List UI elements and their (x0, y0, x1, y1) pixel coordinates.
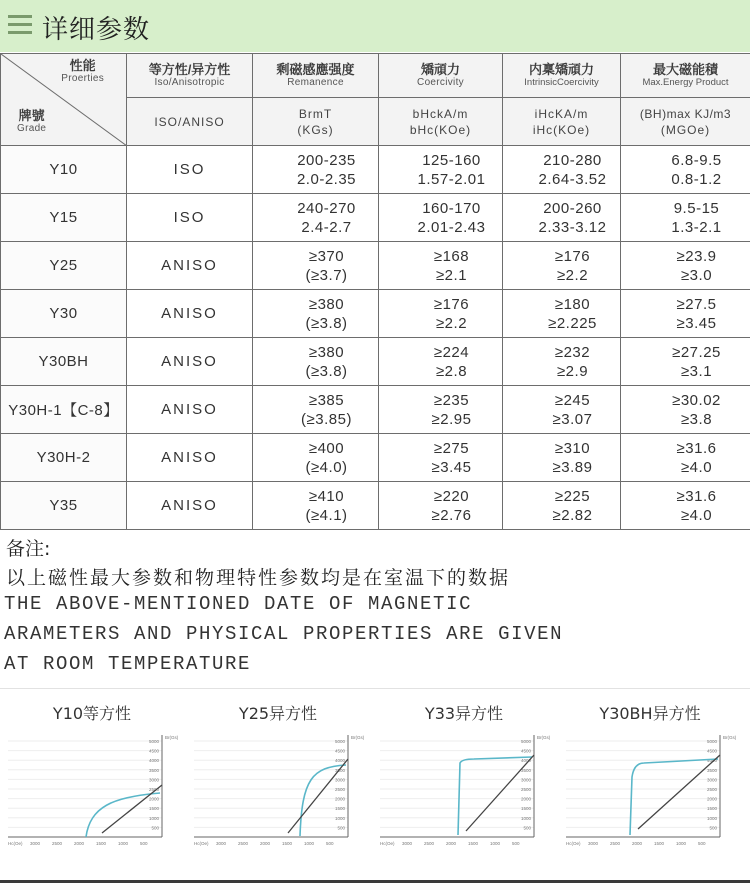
unit-line: (BH)max KJ/m3 (639, 106, 732, 121)
y-tick-label: 1500 (334, 806, 345, 812)
br-value-cell (253, 482, 379, 530)
curve-panel (374, 689, 554, 881)
bh-value-line: ≥30.02 (672, 391, 721, 409)
curve-panel (560, 689, 740, 881)
y-tick-label: 1500 (706, 806, 717, 812)
bhc-value-line: ≥2.8 (435, 362, 468, 380)
ihc-value-line: ≥232 (554, 343, 591, 361)
col-header-en: Remanence (287, 77, 344, 88)
table-row (1, 338, 750, 386)
br-value-line: 200-235 (297, 151, 356, 169)
bhc-value-cell (379, 194, 503, 242)
br-value-line: ≥370 (308, 247, 345, 265)
br-value-cell (253, 194, 379, 242)
table-row (1, 242, 750, 290)
notes-line-en-3: AT ROOM TEMPERATURE (4, 653, 252, 675)
y-tick-label: 500 (523, 825, 531, 831)
br-value-line: ≥400 (308, 439, 345, 457)
y-tick-label: 3000 (520, 777, 531, 783)
curve-title: Y10等方性 (52, 704, 132, 723)
ihc-value-line: ≥225 (554, 487, 591, 505)
bh-value-line: ≥27.5 (676, 295, 717, 313)
bh-value-line: ≥31.6 (676, 487, 717, 505)
bhc-value-cell (379, 290, 503, 338)
ihc-value-cell (503, 434, 621, 482)
notes-line-cn: 以上磁性最大参数和物理特性参数均是在室温下的数据 (6, 567, 511, 589)
y-tick-label: 1000 (148, 815, 159, 821)
ihc-value-cell (503, 290, 621, 338)
col-header-coercivity (379, 54, 503, 98)
bh-value-cell (621, 386, 750, 434)
y-tick-label: 5000 (706, 739, 717, 744)
bhc-value-line: ≥2.2 (435, 314, 468, 332)
properties-label-cn: 性能 (69, 58, 96, 73)
bhc-value-line: ≥220 (433, 487, 470, 505)
bhc-value-line: ≥176 (433, 295, 470, 313)
br-value-line: 2.0-2.35 (296, 170, 357, 188)
x-tick-label: 2500 (610, 841, 621, 846)
page-title: 详细参数 (42, 15, 151, 45)
table-row (1, 482, 750, 530)
y-axis-unit: Br(Gs) (723, 735, 737, 740)
unit-line: ISO/ANISO (154, 114, 225, 129)
col-header-en: Max.Energy Product (642, 77, 729, 88)
demag-curve-chart (188, 729, 368, 877)
y-tick-label: 4500 (706, 748, 717, 754)
col-header-iso (127, 54, 253, 98)
bhc-value-line: 1.57-2.01 (417, 170, 486, 188)
y-tick-label: 2500 (520, 787, 531, 792)
br-value-cell (253, 338, 379, 386)
x-tick-label: 1000 (304, 841, 315, 846)
x-tick-label: 3000 (30, 841, 41, 846)
bhc-value-line: ≥2.1 (435, 266, 468, 284)
bhc-value-line: ≥235 (433, 391, 470, 409)
y-tick-label: 1000 (520, 815, 531, 821)
grade-cell: Y25 (1, 242, 127, 290)
grade-cell: Y35 (1, 482, 127, 530)
bhc-value-line: ≥168 (433, 247, 470, 265)
x-tick-label: 2000 (632, 841, 643, 846)
iso-aniso-cell: ANISO (127, 290, 253, 338)
notes-title: 备注: (6, 538, 51, 560)
unit-max-energy (621, 98, 750, 146)
bhc-value-line: 125-160 (422, 151, 481, 169)
ihc-value-line: ≥245 (554, 391, 591, 409)
x-axis-unit: Hc(Oe) (380, 841, 395, 846)
bhc-value-cell (379, 434, 503, 482)
y-tick-label: 1000 (706, 815, 717, 821)
spec-table (0, 53, 750, 530)
col-header-en: Iso/Anisotropic (154, 77, 225, 88)
y-tick-label: 2500 (334, 787, 345, 792)
unit-line: (KGs) (297, 122, 334, 137)
y-tick-label: 2000 (334, 796, 345, 802)
bh-value-line: ≥3.45 (676, 314, 717, 332)
y-tick-label: 3000 (706, 777, 717, 783)
col-header-en: IntrinsicCoercivity (524, 77, 599, 88)
iso-aniso-cell: ANISO (127, 242, 253, 290)
ihc-value-cell (503, 242, 621, 290)
ihc-value-line: ≥3.89 (552, 458, 593, 476)
br-value-line: 2.4-2.7 (301, 218, 352, 236)
grade-cell: Y30BH (1, 338, 127, 386)
bhc-value-line: ≥3.45 (431, 458, 472, 476)
ihc-value-line: 2.64-3.52 (538, 170, 607, 188)
notes-line-en-2: ARAMETERS AND PHYSICAL PROPERTIES ARE GIVEN (4, 623, 564, 645)
unit-coercivity (379, 98, 503, 146)
br-value-cell (253, 146, 379, 194)
iso-aniso-cell: ANISO (127, 338, 253, 386)
y-tick-label: 3500 (148, 767, 159, 773)
demag-curve-chart (2, 729, 182, 877)
iso-aniso-cell: ANISO (127, 434, 253, 482)
bh-value-line: ≥23.9 (676, 247, 717, 265)
y-tick-label: 2000 (706, 796, 717, 802)
br-value-line: ≥385 (308, 391, 345, 409)
x-tick-label: 500 (326, 841, 334, 846)
br-value-line: ≥410 (308, 487, 345, 505)
bh-value-cell (621, 290, 750, 338)
br-value-line: ≥380 (308, 295, 345, 313)
bh-value-cell (621, 146, 750, 194)
table-row (1, 146, 750, 194)
y-tick-label: 5000 (148, 739, 159, 744)
bhc-value-cell (379, 338, 503, 386)
demag-curve-chart (374, 729, 554, 877)
col-header-cn: 剩磁感應强度 (276, 62, 355, 77)
bh-value-line: 0.8-1.2 (671, 170, 722, 188)
y-tick-label: 2000 (148, 796, 159, 802)
y-tick-label: 500 (151, 825, 159, 831)
grade-cell: Y30H-1【C-8】 (1, 386, 127, 434)
y-tick-label: 1500 (520, 806, 531, 812)
x-tick-label: 1000 (676, 841, 687, 846)
ihc-value-line: ≥180 (554, 295, 591, 313)
bh-value-cell (621, 434, 750, 482)
unit-line: bHckA/m (412, 106, 469, 121)
y-tick-label: 500 (337, 825, 345, 831)
bh-value-line: 6.8-9.5 (671, 151, 722, 169)
x-tick-label: 2500 (238, 841, 249, 846)
y-tick-label: 3500 (706, 767, 717, 773)
bhc-value-cell (379, 146, 503, 194)
ihc-value-line: ≥310 (554, 439, 591, 457)
y-tick-label: 4000 (520, 758, 531, 764)
br-value-line: (≥4.0) (305, 458, 348, 476)
col-header-remanence (253, 54, 379, 98)
y-tick-label: 3000 (148, 777, 159, 783)
y-axis-unit: Br(Gs) (351, 735, 365, 740)
bh-value-cell (621, 194, 750, 242)
br-value-line: ≥380 (308, 343, 345, 361)
y-tick-label: 1500 (148, 806, 159, 812)
bhc-value-line: ≥2.76 (431, 506, 472, 524)
ihc-value-cell (503, 338, 621, 386)
br-value-cell (253, 290, 379, 338)
bh-value-cell (621, 338, 750, 386)
curve-title: Y30BH异方性 (599, 704, 701, 723)
ihc-value-cell (503, 194, 621, 242)
y-tick-label: 3500 (520, 767, 531, 773)
grade-cell: Y10 (1, 146, 127, 194)
x-tick-label: 500 (140, 841, 148, 846)
curve-title: Y33异方性 (424, 704, 504, 723)
bhc-value-line: 160-170 (422, 199, 481, 217)
y-tick-label: 4000 (148, 758, 159, 764)
notes-line-en-1: THE ABOVE-MENTIONED DATE OF MAGNETIC (4, 593, 473, 615)
ihc-value-cell (503, 146, 621, 194)
bh-value-line: ≥3.8 (680, 410, 713, 428)
ihc-value-line: ≥2.225 (548, 314, 597, 332)
x-tick-label: 1000 (118, 841, 129, 846)
col-header-max-energy (621, 54, 750, 98)
x-tick-label: 2500 (424, 841, 435, 846)
grade-label-cn: 牌號 (18, 108, 45, 123)
br-value-line: (≥3.85) (301, 410, 352, 428)
bh-value-line: ≥4.0 (680, 506, 713, 524)
bh-value-line: ≥27.25 (672, 343, 721, 361)
unit-iso (127, 98, 253, 146)
iso-aniso-cell: ANISO (127, 386, 253, 434)
x-tick-label: 500 (512, 841, 520, 846)
unit-line: bHc(KOe) (409, 122, 472, 137)
y-tick-label: 4500 (148, 748, 159, 754)
bhc-value-line: 2.01-2.43 (417, 218, 486, 236)
br-value-cell (253, 242, 379, 290)
grade-cell: Y30 (1, 290, 127, 338)
ihc-value-line: ≥3.07 (552, 410, 593, 428)
bh-value-line: 1.3-2.1 (671, 218, 722, 236)
y-tick-label: 2000 (520, 796, 531, 802)
menu-icon[interactable] (8, 15, 32, 39)
unit-line: iHc(KOe) (532, 122, 591, 137)
unit-remanence (253, 98, 379, 146)
bhc-value-cell (379, 386, 503, 434)
br-value-cell (253, 434, 379, 482)
ihc-value-line: ≥2.82 (552, 506, 593, 524)
unit-line: (MGOe) (660, 122, 711, 137)
x-tick-label: 2000 (74, 841, 85, 846)
y-tick-label: 3000 (334, 777, 345, 783)
unit-intrinsic-coercivity (503, 98, 621, 146)
x-tick-label: 1000 (490, 841, 501, 846)
x-axis-unit: Hc(Oe) (566, 841, 581, 846)
bhc-value-line: ≥2.95 (431, 410, 472, 428)
bh-value-cell (621, 482, 750, 530)
br-value-line: (≥3.7) (305, 266, 348, 284)
y-tick-label: 4000 (706, 758, 717, 764)
x-axis-unit: Hc(Oe) (8, 841, 23, 846)
x-tick-label: 1500 (96, 841, 107, 846)
properties-label-en: Proerties (61, 73, 104, 84)
y-tick-label: 5000 (334, 739, 345, 744)
curve-title: Y25异方性 (238, 704, 318, 723)
y-tick-label: 3500 (334, 767, 345, 773)
bh-value-line: 9.5-15 (673, 199, 720, 217)
iso-aniso-cell: ANISO (127, 482, 253, 530)
x-tick-label: 2000 (260, 841, 271, 846)
x-tick-label: 500 (698, 841, 706, 846)
unit-line: BrmT (298, 106, 333, 121)
col-header-cn: 等方性/异方性 (148, 62, 231, 77)
y-tick-label: 500 (709, 825, 717, 831)
br-value-cell (253, 386, 379, 434)
bhc-value-cell (379, 482, 503, 530)
table-corner-header (1, 54, 127, 146)
y-tick-label: 2500 (706, 787, 717, 792)
x-axis-unit: Hc(Oe) (194, 841, 209, 846)
iso-aniso-cell: ISO (127, 146, 253, 194)
bhc-value-line: ≥224 (433, 343, 470, 361)
table-row (1, 386, 750, 434)
y-tick-label: 4000 (334, 758, 345, 764)
bhc-value-line: ≥275 (433, 439, 470, 457)
y-tick-label: 2500 (148, 787, 159, 792)
unit-line: iHcKA/m (534, 106, 589, 121)
x-tick-label: 3000 (588, 841, 599, 846)
y-tick-label: 1000 (334, 815, 345, 821)
col-header-cn: 最大磁能積 (652, 62, 718, 77)
ihc-value-line: ≥2.9 (556, 362, 589, 380)
ihc-value-line: 210-280 (543, 151, 602, 169)
x-tick-label: 3000 (402, 841, 413, 846)
col-header-cn: 矯頑力 (420, 62, 460, 77)
ihc-value-cell (503, 482, 621, 530)
x-tick-label: 2000 (446, 841, 457, 846)
table-row (1, 194, 750, 242)
demag-curve-chart (560, 729, 740, 877)
ihc-value-cell (503, 386, 621, 434)
x-tick-label: 1500 (282, 841, 293, 846)
y-axis-unit: Br(Gs) (537, 735, 551, 740)
ihc-value-line: 2.33-3.12 (538, 218, 607, 236)
x-tick-label: 1500 (654, 841, 665, 846)
br-value-line: (≥3.8) (305, 362, 348, 380)
col-header-en: Coercivity (417, 77, 464, 88)
y-tick-label: 4500 (520, 748, 531, 754)
br-value-line: (≥3.8) (305, 314, 348, 332)
bh-value-line: ≥31.6 (676, 439, 717, 457)
table-row (1, 290, 750, 338)
bh-value-line: ≥4.0 (680, 458, 713, 476)
y-axis-unit: Br(Gs) (165, 735, 179, 740)
grade-cell: Y15 (1, 194, 127, 242)
ihc-value-line: 200-260 (543, 199, 602, 217)
bh-value-line: ≥3.0 (680, 266, 713, 284)
y-tick-label: 4500 (334, 748, 345, 754)
col-header-intrinsic-coercivity (503, 54, 621, 98)
br-value-line: 240-270 (297, 199, 356, 217)
x-tick-label: 2500 (52, 841, 63, 846)
x-tick-label: 3000 (216, 841, 227, 846)
ihc-value-line: ≥176 (554, 247, 591, 265)
iso-aniso-cell: ISO (127, 194, 253, 242)
curve-panel (188, 689, 368, 881)
x-tick-label: 1500 (468, 841, 479, 846)
bh-value-cell (621, 242, 750, 290)
table-row (1, 434, 750, 482)
y-tick-label: 5000 (520, 739, 531, 744)
curve-panel (2, 689, 182, 881)
bh-value-line: ≥3.1 (680, 362, 713, 380)
demagnetization-curves (0, 688, 750, 881)
col-header-cn: 内稟矯頑力 (528, 62, 594, 77)
grade-label-en: Grade (17, 123, 47, 134)
grade-cell: Y30H-2 (1, 434, 127, 482)
br-value-line: (≥4.1) (305, 506, 348, 524)
page-header (0, 0, 750, 52)
bhc-value-cell (379, 242, 503, 290)
ihc-value-line: ≥2.2 (556, 266, 589, 284)
